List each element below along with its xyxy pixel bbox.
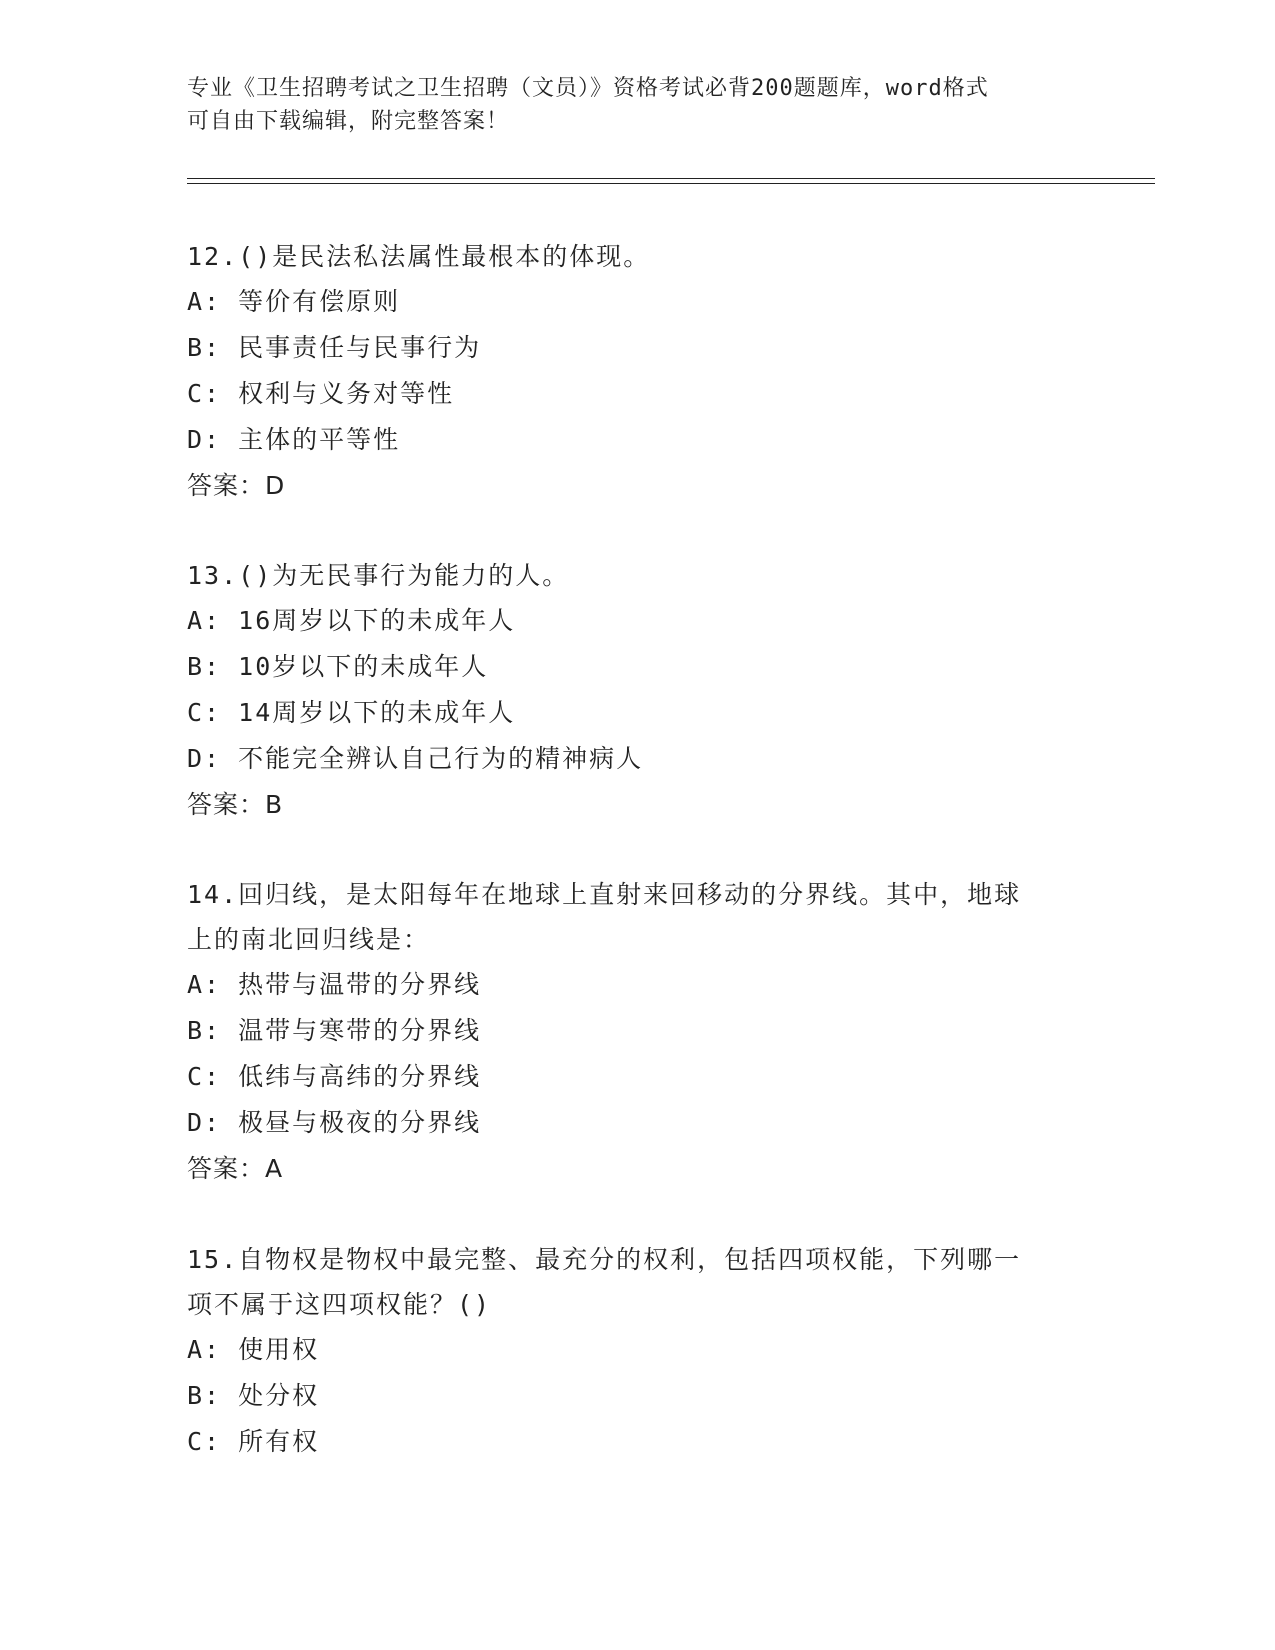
question-stem-line-2: 项不属于这四项权能？()	[187, 1290, 492, 1319]
option-b: B: 处分权	[187, 1381, 320, 1410]
header-divider-bottom	[187, 183, 1155, 184]
question-12	[187, 234, 1087, 509]
option-b: B: 温带与寒带的分界线	[187, 1016, 482, 1045]
option-a: A: 使用权	[187, 1335, 320, 1364]
question-15	[187, 1237, 1087, 1465]
question-14	[187, 872, 1087, 1192]
option-a: A: 热带与温带的分界线	[187, 970, 482, 999]
question-stem: 12.()是民法私法属性最根本的体现。	[187, 242, 651, 271]
option-c: C: 14周岁以下的未成年人	[187, 698, 516, 727]
option-b: B: 10岁以下的未成年人	[187, 652, 489, 681]
option-c: C: 权利与义务对等性	[187, 379, 455, 408]
header-line-1: 专业《卫生招聘考试之卫生招聘（文员）》资格考试必背200题题库，word格式	[187, 76, 989, 101]
header-line-2: 可自由下载编辑，附完整答案！	[187, 109, 510, 134]
option-a: A: 等价有偿原则	[187, 287, 401, 316]
question-stem: 13.()为无民事行为能力的人。	[187, 561, 570, 590]
answer-line: 答案：A	[187, 1154, 284, 1183]
answer-line: 答案：B	[187, 790, 284, 819]
answer-line: 答案：D	[187, 471, 286, 500]
question-stem-line-1: 14.回归线，是太阳每年在地球上直射来回移动的分界线。其中，地球	[187, 880, 1022, 909]
header-divider-top	[187, 178, 1155, 179]
question-stem-line-1: 15.自物权是物权中最完整、最充分的权利，包括四项权能，下列哪一	[187, 1245, 1022, 1274]
question-13	[187, 553, 1087, 828]
option-d: D: 主体的平等性	[187, 425, 401, 454]
question-stem-line-2: 上的南北回归线是：	[187, 925, 431, 954]
option-c: C: 低纬与高纬的分界线	[187, 1062, 482, 1091]
option-a: A: 16周岁以下的未成年人	[187, 606, 516, 635]
document-header	[187, 72, 1087, 138]
option-b: B: 民事责任与民事行为	[187, 333, 482, 362]
option-d: D: 不能完全辨认自己行为的精神病人	[187, 744, 644, 773]
option-c: C: 所有权	[187, 1427, 320, 1456]
option-d: D: 极昼与极夜的分界线	[187, 1108, 482, 1137]
